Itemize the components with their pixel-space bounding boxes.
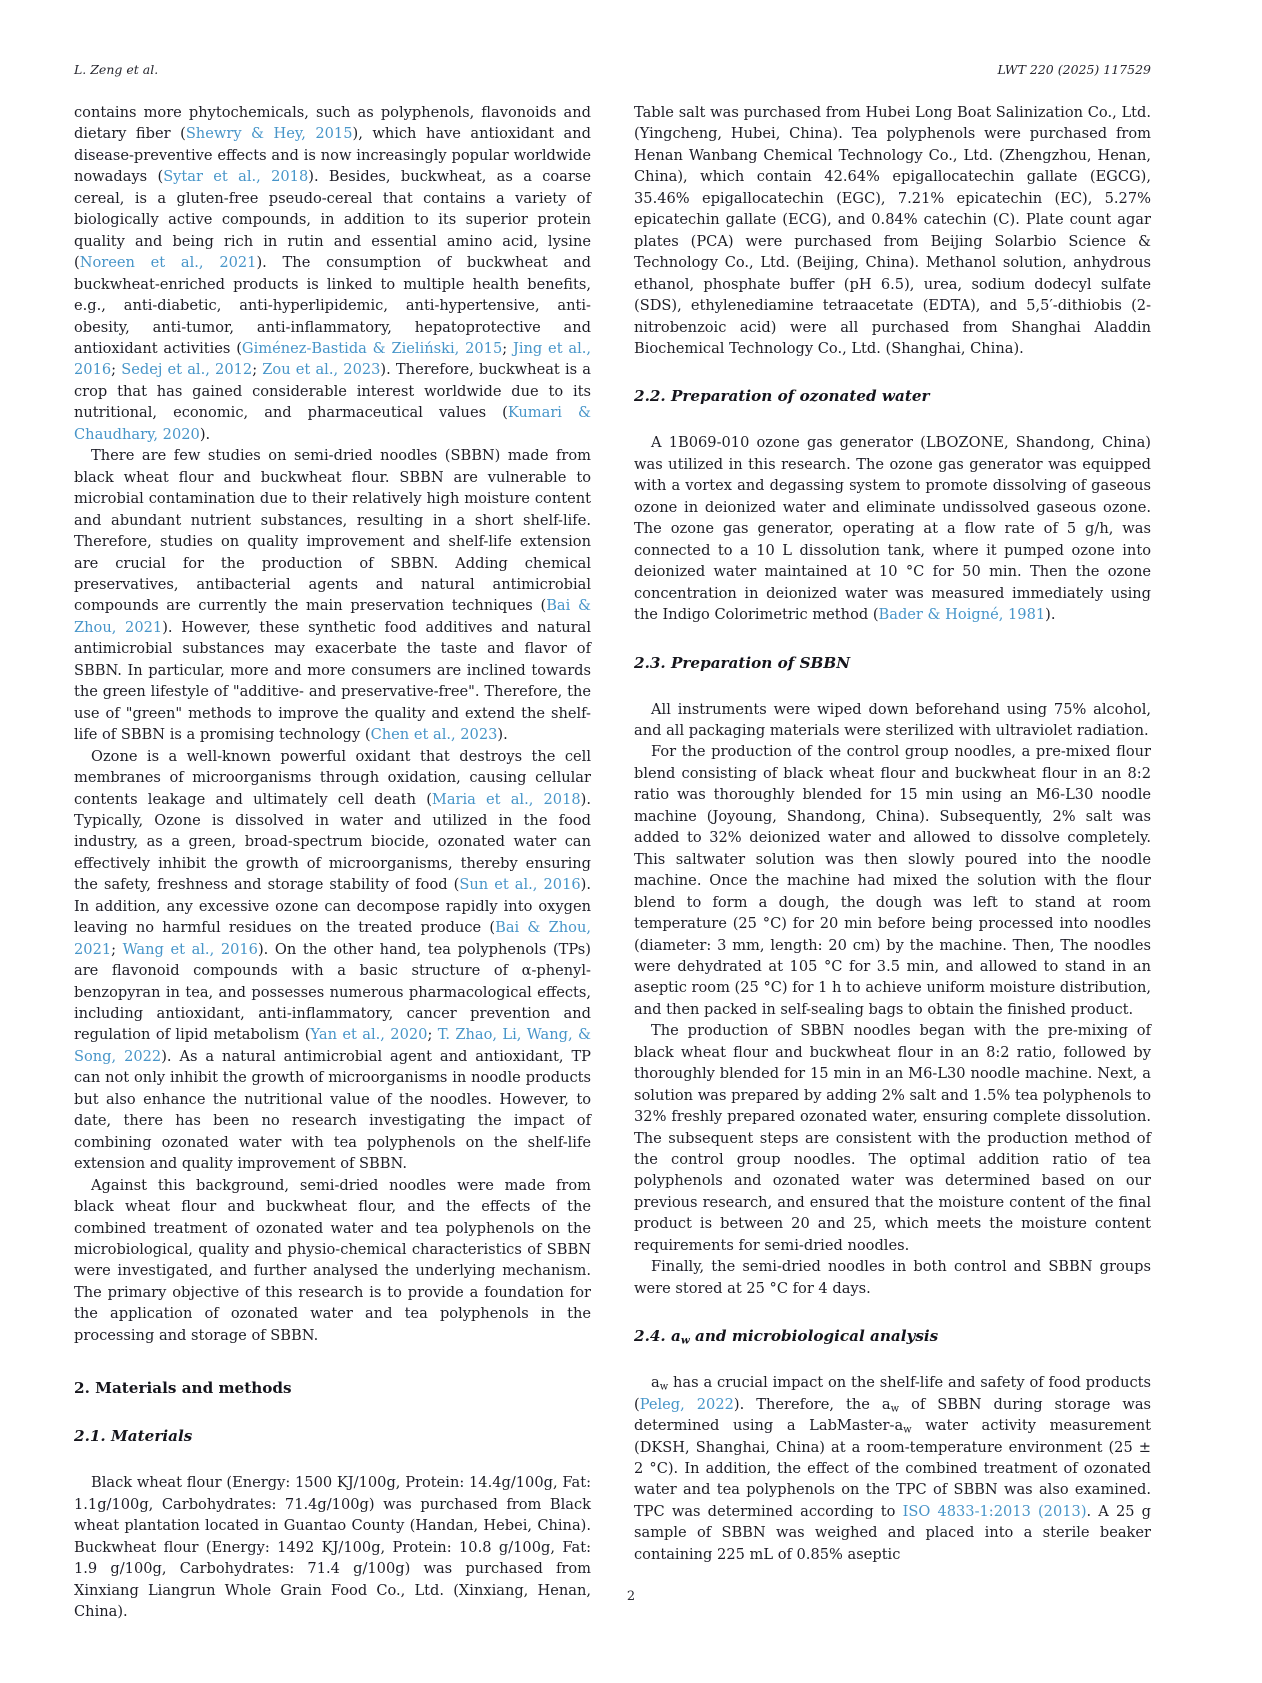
paragraph: [634, 1372, 1151, 1565]
paragraph: [74, 102, 591, 445]
text-run: There are few studies on semi-dried noodles (SBBN) made from black wheat flour and buckwheat flour. SBBN are vulnerable to microbial contamination due to their relatively high moisture content and abundant nutrient substances, resulting in a short shelf-life. Therefore, studies on quality improvement and shelf-life extension are crucial for the production of SBBN. Adding chemical preservatives, antibacterial agents and natural antimicrobial compounds are currently the main preservation techniques (: [74, 447, 591, 615]
section-heading: [74, 1426, 591, 1447]
text-run: ). In addition, any excessive ozone can decompose rapidly into oxygen leaving no harmful residues on the treated produce (: [74, 876, 591, 937]
text-run: water activity measurement (DKSH, Shanghai, China) at a room-temperature environment (25 ± 2 °C). In addition, the effect of the combined treatment of ozonated water and tea polyphenols on the TPC of SBBN was also examined. TPC was determined according to: [634, 1417, 1151, 1520]
text-run: and microbiological analysis: [689, 1327, 939, 1346]
citation-link[interactable]: Yan et al., 2020: [310, 1026, 428, 1044]
citation-link[interactable]: Sun et al., 2016: [459, 876, 581, 894]
paragraph: [74, 1175, 591, 1347]
paragraph: [74, 445, 591, 745]
running-head-journal: LWT 220 (2025) 117529: [997, 62, 1151, 77]
citation-link[interactable]: Bai & Zhou, 2021: [74, 919, 591, 958]
subscript-text: w: [659, 1381, 669, 1393]
section-heading: [634, 653, 1151, 674]
text-run: ).: [497, 726, 508, 744]
text-run: has a crucial impact on the shelf-life and safety of food products (: [634, 1374, 1151, 1413]
text-run: ;: [111, 940, 123, 958]
text-run: 2.1. Materials: [74, 1427, 193, 1446]
text-run: All instruments were wiped down beforehand using 75% alcohol, and all packaging materials were sterilized with ultraviolet radiation.: [634, 700, 1151, 739]
text-run: 2.4. a: [634, 1327, 681, 1346]
text-run: Finally, the semi-dried noodles in both control and SBBN groups were stored at 25 °C for 4 days.: [634, 1258, 1151, 1297]
text-run: A 1B069-010 ozone gas generator (LBOZONE, Shandong, China) was utilized in this research. The ozone gas generator was equipped with a vortex and degassing system to promote dissolving of gaseous ozone in deionized water and eliminate undissolved gaseous ozone. The ozone gas generator, operating at a flow rate of 5 g/h, was connected to a 10 L dissolution tank, where it pumped ozone into deionized water maintained at 10 °C for 50 min. Then the ozone concentration in deionized water was measured immediately using the Indigo Colorimetric method (: [634, 434, 1151, 624]
paragraph: [634, 102, 1151, 359]
paragraph: [634, 1020, 1151, 1256]
text-run: ;: [427, 1026, 438, 1044]
citation-link[interactable]: Kumari & Chaudhary, 2020: [74, 404, 591, 443]
subscript-text: w: [890, 1403, 900, 1415]
text-run: Black wheat flour (Energy: 1500 KJ/100g, Protein: 14.4g/100g, Fat: 1.1g/100g, Carbohydrates: 71.4g/100g) was purchased from Black wheat plantation located in Guantao County (Handan, Hebei, China). Buckwheat flour (Energy: 1492 KJ/100g, Protein: 10.8 g/100g, Fat: 1.9 g/100g, Carbohydrates: 71.4 g/100g) was purchased from Xinxiang Liangrun Whole Grain Food Co., Ltd. (Xinxiang, Henan, China).: [74, 1474, 591, 1620]
text-run: Ozone is a well-known powerful oxidant that destroys the cell membranes of microorganisms through oxidation, causing cellular contents leakage and ultimately cell death (: [74, 747, 591, 808]
text-run: ). The consumption of buckwheat and buckwheat-enriched products is linked to multiple health benefits, e.g., anti-diabetic, anti-hyperlipidemic, anti-hypertensive, anti-obesity, anti-tumor, anti-inflammatory, hepatoprotective and antioxidant activities (: [74, 254, 591, 357]
citation-link[interactable]: Bai & Zhou, 2021: [74, 597, 591, 636]
citation-link[interactable]: Sytar et al., 2018: [163, 168, 309, 186]
citation-link[interactable]: Chen et al., 2023: [370, 726, 498, 744]
text-run: ). Therefore, the a: [733, 1395, 891, 1413]
text-run: ;: [111, 361, 122, 379]
citation-link[interactable]: Noreen et al., 2021: [79, 254, 257, 272]
citation-link[interactable]: Zou et al., 2023: [262, 361, 381, 379]
citation-link[interactable]: Bader & Hoigné, 1981: [878, 606, 1046, 624]
right-column: [634, 102, 1151, 1622]
page-footer: [0, 1589, 1262, 1604]
subscript-text: w: [903, 1424, 912, 1436]
text-run: ). Typically, Ozone is dissolved in water and utilized in the food industry, as a green, broad-spectrum biocide, ozonated water can effectively inhibit the growth of microorganisms, thereby ensuring the safety, freshness and storage stability of food (: [74, 790, 591, 894]
text-run: a: [651, 1374, 660, 1392]
citation-link[interactable]: Wang et al., 2016: [122, 940, 258, 958]
text-run: ). On the other hand, tea polyphenols (TPs) are flavonoid compounds with a basic structure of α-phenyl-benzopyran in tea, and possesses numerous pharmacological effects, including antioxidant, anti-inflammatory, cancer prevention and regulation of lipid metabolism (: [74, 940, 591, 1044]
text-run: ).: [199, 425, 211, 443]
citation-link[interactable]: T. Zhao, Li, Wang, & Song, 2022: [74, 1026, 591, 1065]
citation-link[interactable]: Giménez-Bastida & Zieliński, 2015: [241, 339, 503, 357]
text-run: ). Therefore, buckwheat is a crop that has gained considerable interest worldwide due to its nutritional, economic, and pharmaceutical values (: [74, 361, 591, 422]
text-run: Against this background, semi-dried noodles were made from black wheat flour and buckwheat flour, and the effects of the combined treatment of ozonated water and tea polyphenols on the microbiological, quality and physio-chemical characteristics of SBBN were investigated, and further analysed the underlying mechanism. The primary objective of this research is to provide a foundation for the application of ozonated water and tea polyphenols in the processing and storage of SBBN.: [74, 1176, 591, 1344]
text-run: ). Besides, buckwheat, as a coarse cereal, is a gluten-free pseudo-cereal that contains a variety of biologically active compounds, in addition to its superior protein quality and being rich in rutin and essential amino acid, lysine (: [74, 168, 591, 272]
section-heading: [74, 1378, 591, 1399]
citation-link[interactable]: Peleg, 2022: [639, 1395, 734, 1413]
running-head-authors: L. Zeng et al.: [74, 62, 159, 77]
section-heading: [634, 1326, 1151, 1347]
paragraph: [634, 1256, 1151, 1299]
paragraph: [634, 741, 1151, 1020]
citation-link[interactable]: Maria et al., 2018: [431, 790, 581, 808]
text-run: 2.3. Preparation of SBBN: [634, 653, 851, 672]
text-run: ;: [502, 339, 513, 357]
text-run: 2.2. Preparation of ozonated water: [634, 387, 930, 406]
text-run: of SBBN during storage was determined using a LabMaster-a: [634, 1395, 1152, 1435]
citation-link[interactable]: ISO 4833-1:2013 (2013): [902, 1502, 1087, 1520]
text-run: Table salt was purchased from Hubei Long Boat Salinization Co., Ltd. (Yingcheng, Hubei, China). Tea polyphenols were purchased from Henan Wanbang Chemical Technology Co., Ltd. (Zhengzhou, Henan, China), which contain 42.64% epigallocatechin gallate (EGCG), 35.46% epigallocatechin (EGC), 7.21% epicatechin (EC), 5.27% epicatechin gallate (ECG), and 0.84% catechin (C). Plate count agar plates (PCA) were purchased from Beijing Solarbio Science & Technology Co., Ltd. (Beijing, China). Methanol solution, anhydrous ethanol, phosphate buffer (pH 6.5), urea, sodium dodecyl sulfate (SDS), ethylenediamine tetraacetate (EDTA), and 5,5′-dithiobis (2-nitrobenzoic acid) were all purchased from Shanghai Aladdin Biochemical Technology Co., Ltd. (Shanghai, China).: [634, 104, 1151, 357]
subscript-text: w: [680, 1334, 690, 1347]
text-run: ). As a natural antimicrobial agent and antioxidant, TP can not only inhibit the growth of microorganisms in noodle products but also enhance the nutritional value of the noodles. However, to date, there has been no research investigating the impact of combining ozonated water with tea polyphenols on the shelf-life extension and quality improvement of SBBN.: [74, 1047, 592, 1173]
text-run: . A 25 g sample of SBBN was weighed and placed into a sterile beaker containing 225 mL of 0.85% aseptic: [634, 1502, 1151, 1563]
text-run: contains more phytochemicals, such as polyphenols, flavonoids and dietary fiber (: [74, 104, 591, 143]
paragraph: [634, 432, 1151, 625]
text-run: For the production of the control group noodles, a pre-mixed flour blend consisting of black wheat flour and buckwheat flour in an 8:2 ratio was thoroughly blended for 15 min using an M6-L30 noodle machine (Joyoung, Shandong, China). Subsequently, 2% salt was added to 32% deionized water and allowed to dissolve completely. This saltwater solution was then slowly poured into the noodle machine. Once the machine had mixed the solution with the flour blend to form a dough, the dough was left to stand at room temperature (25 °C) for 20 min before being processed into noodles (diameter: 3 mm, length: 20 cm) by the machine. Then, The noodles were dehydrated at 105 °C for 3.5 min, and allowed to stand in an aseptic room (25 °C) for 1 h to achieve uniform moisture distribution, and then packed in self-sealing bags to obtain the finished product.: [634, 743, 1151, 1018]
text-run: ;: [252, 361, 263, 379]
text-run: The production of SBBN noodles began with the pre-mixing of black wheat flour and buckwheat flour in an 8:2 ratio, followed by thoroughly blended for 15 min in an M6-L30 noodle machine. Next, a solution was prepared by adding 2% salt and 1.5% tea polyphenols to 32% freshly prepared ozonated water, ensuring complete dissolution. The subsequent steps are consistent with the production method of the control group noodles. The optimal addition ratio of tea polyphenols and ozonated water was determined based on our previous research, and ensured that the moisture content of the final product is between 20 and 25, which meets the moisture content requirements for semi-dried noodles.: [634, 1022, 1151, 1254]
two-column-body: [74, 102, 1151, 1622]
citation-link[interactable]: Shewry & Hey, 2015: [185, 125, 353, 143]
running-head: [74, 62, 1151, 77]
page-number: 2: [626, 1589, 636, 1604]
citation-link[interactable]: Jing et al., 2016: [74, 339, 592, 379]
text-run: ).: [1045, 606, 1056, 624]
text-run: ), which have antioxidant and disease-preventive effects and is now increasingly popular worldwide nowadays (: [74, 125, 591, 186]
left-column: [74, 102, 591, 1622]
paragraph: [74, 746, 591, 1175]
text-run: ). However, these synthetic food additives and natural antimicrobial substances may exacerbate the taste and flavor of SBBN. In particular, more and more consumers are inclined towards the green lifestyle of "additive- and preservative-free". Therefore, the use of "green" methods to improve the quality and extend the shelf-life of SBBN is a promising technology (: [74, 618, 591, 744]
section-heading: [634, 386, 1151, 407]
paragraph: [634, 699, 1151, 742]
citation-link[interactable]: Sedej et al., 2012: [121, 361, 253, 379]
text-run: 2. Materials and methods: [74, 1379, 292, 1398]
